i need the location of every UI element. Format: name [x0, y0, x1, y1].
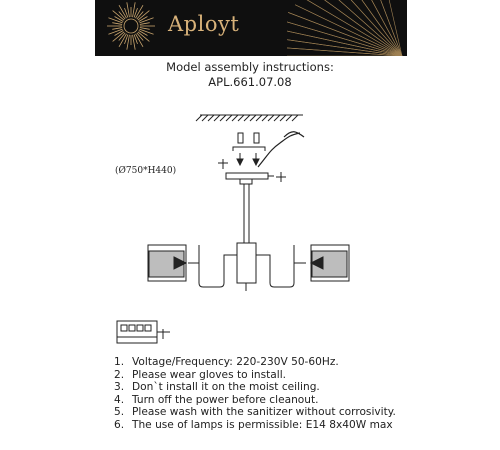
brand-name: Aployt — [168, 12, 240, 36]
left-shade — [148, 245, 186, 281]
list-item: 5. Please wash with the sanitizer without corrosivity. — [114, 406, 396, 419]
ceiling — [196, 115, 303, 121]
stem — [237, 184, 256, 291]
list-item: 4. Turn off the power before cleanout. — [114, 393, 319, 406]
dimensions-label: (Ø750*H440) — [115, 166, 177, 176]
list-item: 6. The use of lamps is permissible: E14 8x40W max — [114, 418, 393, 431]
instructions-list — [114, 356, 396, 432]
arms — [188, 245, 306, 287]
list-item: 3. Don`t install it on the moist ceiling. — [114, 381, 320, 394]
doc-title: Model assembly instructions: — [166, 60, 334, 74]
banner-rays-right — [287, 0, 407, 56]
brand-banner — [95, 0, 407, 56]
anchor-icon — [233, 133, 265, 165]
mounting-plate — [226, 173, 274, 184]
assembly-diagram — [0, 95, 500, 355]
model-number: APL.661.07.08 — [208, 75, 292, 89]
list-item: 1. Voltage/Frequency: 220-230V 50-60Hz. — [114, 356, 339, 368]
terminal-block-icon — [117, 321, 170, 343]
right-shade — [311, 245, 349, 281]
list-item: 2. Please wear gloves to install. — [114, 368, 287, 381]
sunburst-logo-icon — [95, 0, 165, 56]
